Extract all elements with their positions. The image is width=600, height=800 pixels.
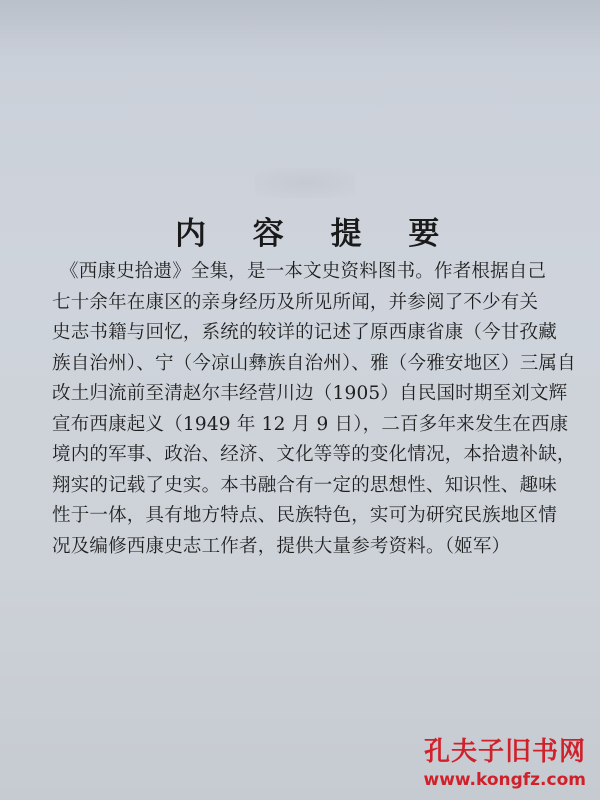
watermark-name: 孔夫子旧书网 — [423, 737, 586, 767]
paragraph-line: 《西康史拾遗》全集，是一本文史资料图书。作者根据自己 — [60, 261, 547, 282]
paragraph-line: 况及编修西康史志工作者，提供大量参考资料。（姬军） — [52, 535, 511, 557]
paragraph-line: 性于一体，具有地方特点、民族特色，实可为研究民族地区情 — [52, 505, 557, 526]
page-shadow — [0, 0, 600, 60]
paragraph-line: 七十余年在康区的亲身经历及所见所闻，并参阅了不少有关 — [52, 291, 539, 313]
paragraph-line: 宣布西康起义（1949 年 12 月 9 日），二百多年来发生在西康 — [52, 413, 569, 435]
summary-paragraph — [52, 257, 576, 562]
watermark-url: www.kongfz.com — [423, 770, 586, 790]
paragraph-line: 改土归流前至清赵尔丰经营川边（1905）自民国时期至刘文辉 — [52, 383, 568, 404]
paragraph-line: 族自治州）、宁（今凉山彝族自治州）、雅（今雅安地区）三属自 — [52, 352, 576, 374]
bleed-through-text — [255, 168, 355, 198]
paragraph-line: 境内的军事、政治、经济、文化等等的变化情况，本拾遗补缺， — [52, 444, 576, 465]
page-title: 内 容 提 要 — [175, 216, 458, 252]
site-watermark — [423, 731, 586, 790]
paragraph-line: 史志书籍与回忆，系统的较详的记述了原西康省康（今甘孜藏 — [52, 322, 557, 343]
paragraph-line: 翔实的记载了史实。本书融合有一定的思想性、知识性、趣味 — [52, 474, 557, 496]
